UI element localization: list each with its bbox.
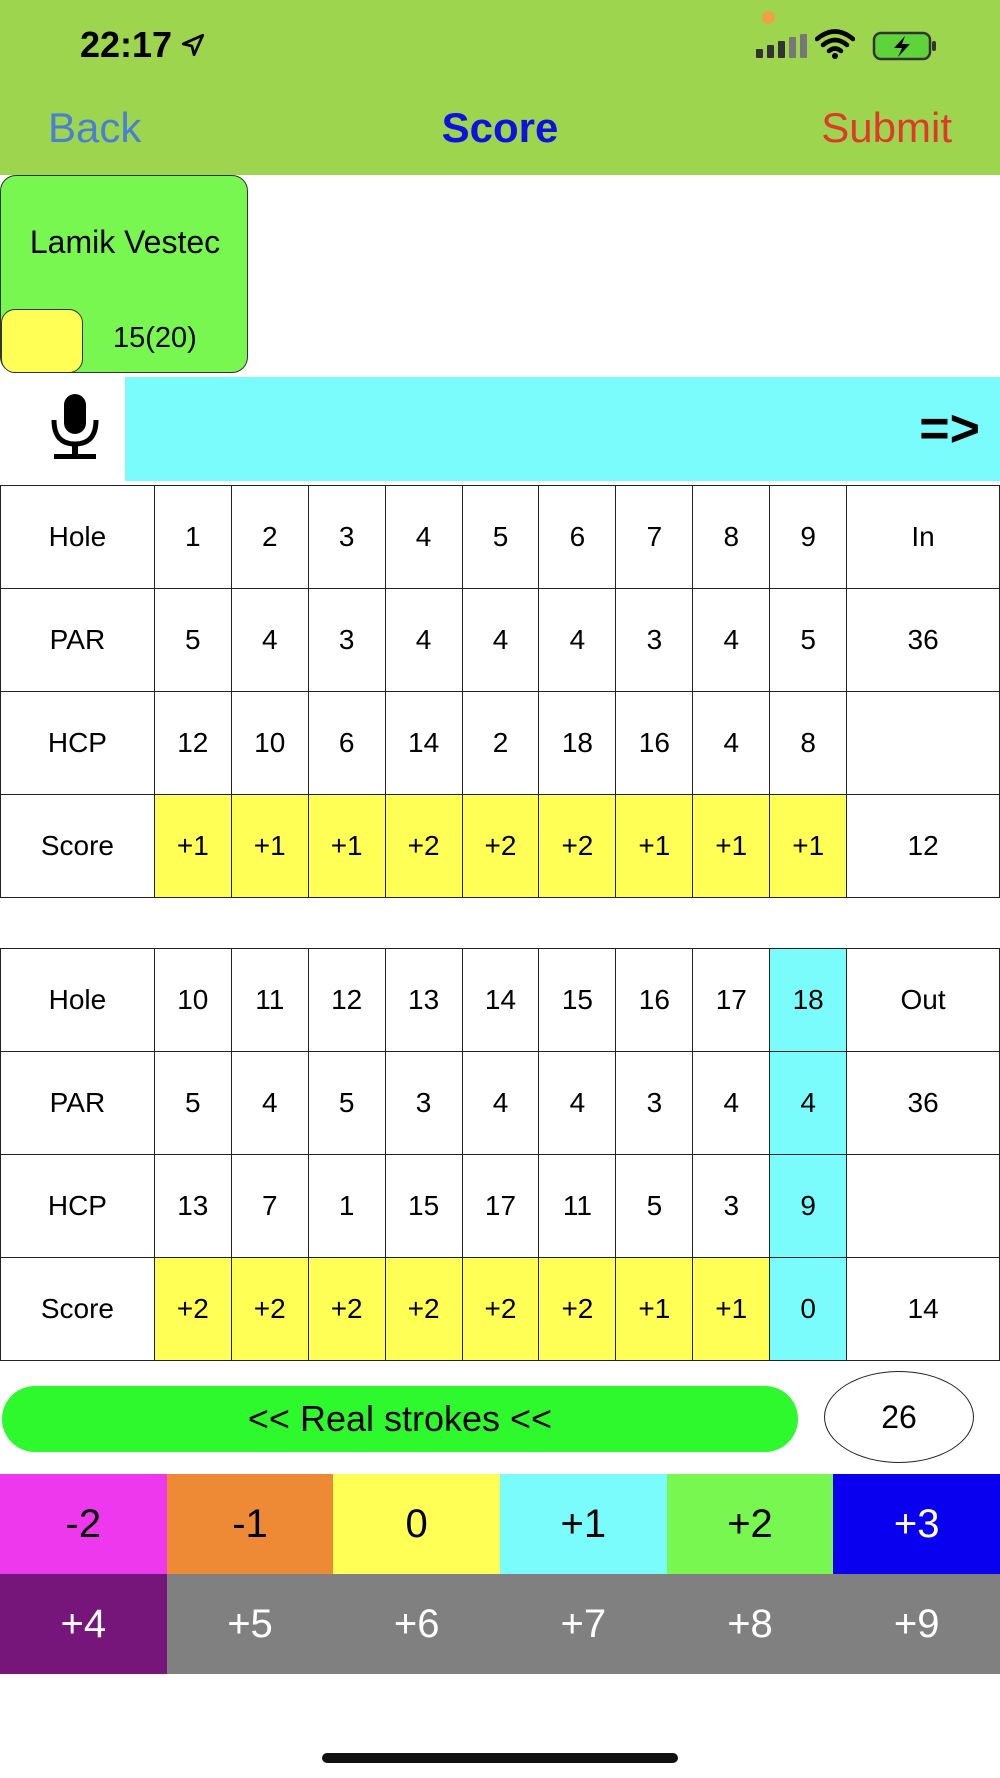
score-total-cell: 12 [847, 795, 1000, 898]
score-cell[interactable]: +1 [616, 795, 693, 898]
hcp-total-cell [847, 1155, 1000, 1258]
score-cell[interactable]: +2 [308, 1258, 385, 1361]
hole-cell[interactable]: 13 [385, 949, 462, 1052]
total-strokes-badge [824, 1371, 974, 1463]
player-card[interactable] [0, 175, 248, 373]
hcp-cell: 5 [616, 1155, 693, 1258]
hcp-cell: 14 [385, 692, 462, 795]
scorecard-row-par [1, 1052, 1000, 1155]
hcp-cell: 12 [154, 692, 231, 795]
par-cell: 4 [693, 1052, 770, 1155]
hole-cell[interactable]: 9 [770, 486, 847, 589]
hcp-cell: 18 [539, 692, 616, 795]
row-label: Score [1, 1258, 155, 1361]
hole-cell[interactable]: 10 [154, 949, 231, 1052]
header [0, 0, 1000, 175]
hcp-cell: 2 [462, 692, 539, 795]
par-cell: 4 [385, 589, 462, 692]
score-key[interactable]: +2 [667, 1474, 834, 1574]
hole-cell[interactable]: 5 [462, 486, 539, 589]
row-label: Hole [1, 949, 155, 1052]
hole-cell[interactable]: 1 [154, 486, 231, 589]
score-key[interactable]: +8 [667, 1574, 834, 1674]
hcp-cell: 7 [231, 1155, 308, 1258]
hcp-cell: 17 [462, 1155, 539, 1258]
par-cell: 4 [462, 589, 539, 692]
score-cell[interactable]: +2 [462, 795, 539, 898]
par-cell: 3 [616, 1052, 693, 1155]
score-key[interactable]: +4 [0, 1574, 167, 1674]
par-cell: 5 [770, 589, 847, 692]
par-cell: 5 [154, 1052, 231, 1155]
hole-cell[interactable]: 4 [385, 486, 462, 589]
par-cell: 4 [539, 1052, 616, 1155]
player-color-swatch[interactable] [1, 309, 83, 373]
hcp-cell: 4 [693, 692, 770, 795]
next-arrow-button[interactable]: => [919, 400, 980, 458]
scorecard-row-hole [1, 486, 1000, 589]
scorecard-row-score [1, 795, 1000, 898]
hcp-cell: 13 [154, 1155, 231, 1258]
par-cell: 4 [231, 1052, 308, 1155]
score-cell[interactable]: +1 [616, 1258, 693, 1361]
hole-cell[interactable]: 14 [462, 949, 539, 1052]
hole-cell[interactable]: 16 [616, 949, 693, 1052]
par-total-cell: 36 [847, 589, 1000, 692]
par-total-cell: 36 [847, 1052, 1000, 1155]
score-cell[interactable]: +1 [308, 795, 385, 898]
hcp-cell: 8 [770, 692, 847, 795]
hcp-total-cell [847, 692, 1000, 795]
page-title: Score [441, 104, 559, 151]
player-handicap: 15(20) [113, 322, 197, 354]
row-label: PAR [1, 589, 155, 692]
hole-cell[interactable]: 15 [539, 949, 616, 1052]
score-cell[interactable]: +1 [693, 795, 770, 898]
hole-cell[interactable]: 3 [308, 486, 385, 589]
row-label: Score [1, 795, 155, 898]
scorecard-row-score [1, 1258, 1000, 1361]
cellular-signal-icon [756, 30, 807, 58]
total-strokes-value: 26 [881, 1398, 917, 1435]
location-arrow-icon [180, 32, 206, 58]
hole-cell[interactable]: 8 [693, 486, 770, 589]
player-name: Lamik Vestec [29, 224, 221, 260]
hole-cell[interactable]: 17 [693, 949, 770, 1052]
par-cell: 3 [385, 1052, 462, 1155]
row-label: Hole [1, 486, 155, 589]
score-key[interactable]: +3 [833, 1474, 1000, 1574]
score-cell[interactable]: +1 [154, 795, 231, 898]
score-cell[interactable]: +2 [539, 1258, 616, 1361]
scorecard-row-hcp [1, 692, 1000, 795]
par-cell: 4 [693, 589, 770, 692]
score-cell[interactable]: +1 [231, 795, 308, 898]
hole-cell[interactable]: 7 [616, 486, 693, 589]
hcp-cell: 1 [308, 1155, 385, 1258]
score-cell[interactable]: +2 [231, 1258, 308, 1361]
row-label: PAR [1, 1052, 155, 1155]
row-label: HCP [1, 692, 155, 795]
wifi-icon [815, 28, 855, 60]
score-cell[interactable]: +1 [770, 795, 847, 898]
hcp-cell: 9 [770, 1155, 847, 1258]
scorecard-row-par [1, 589, 1000, 692]
real-strokes-button[interactable] [2, 1386, 798, 1452]
score-key[interactable]: +7 [500, 1574, 667, 1674]
par-cell: 4 [539, 589, 616, 692]
score-cell[interactable]: +1 [693, 1258, 770, 1361]
score-cell[interactable]: +2 [539, 795, 616, 898]
score-key[interactable]: +6 [333, 1574, 500, 1674]
hole-cell[interactable]: 6 [539, 486, 616, 589]
voice-input-field[interactable] [125, 377, 1000, 481]
score-key[interactable]: 0 [333, 1474, 500, 1574]
score-key[interactable]: +5 [167, 1574, 334, 1674]
submit-button[interactable]: Submit [821, 104, 952, 151]
hole-cell[interactable]: 2 [231, 486, 308, 589]
back-nine-scorecard [0, 948, 1000, 1361]
hcp-cell: 10 [231, 692, 308, 795]
row-label: HCP [1, 1155, 155, 1258]
par-cell: 4 [231, 589, 308, 692]
hole-cell[interactable]: 18 [770, 949, 847, 1052]
hole-cell[interactable]: 12 [308, 949, 385, 1052]
score-cell[interactable]: +2 [385, 795, 462, 898]
scorecard-row-hcp [1, 1155, 1000, 1258]
score-total-cell: 14 [847, 1258, 1000, 1361]
scorecard-row-hole [1, 949, 1000, 1052]
battery-charging-icon [872, 30, 938, 62]
hcp-cell: 16 [616, 692, 693, 795]
privacy-indicator-dot [762, 11, 775, 24]
score-keypad [0, 1474, 1000, 1674]
back-button[interactable]: Back [48, 104, 142, 151]
score-key[interactable]: -2 [0, 1474, 167, 1574]
hcp-cell: 6 [308, 692, 385, 795]
score-cell[interactable]: +2 [385, 1258, 462, 1361]
par-cell: 4 [770, 1052, 847, 1155]
hole-cell[interactable]: 11 [231, 949, 308, 1052]
par-cell: 3 [616, 589, 693, 692]
hole-total-cell: Out [847, 949, 1000, 1052]
par-cell: 5 [308, 1052, 385, 1155]
score-key[interactable]: +1 [500, 1474, 667, 1574]
score-key[interactable]: -1 [167, 1474, 334, 1574]
hcp-cell: 11 [539, 1155, 616, 1258]
par-cell: 3 [308, 589, 385, 692]
home-indicator[interactable] [322, 1753, 678, 1763]
status-time-text: 22:17 [80, 24, 173, 65]
front-nine-scorecard [0, 485, 1000, 898]
score-cell[interactable]: +2 [154, 1258, 231, 1361]
hole-total-cell: In [847, 486, 1000, 589]
score-cell[interactable]: 0 [770, 1258, 847, 1361]
par-cell: 4 [462, 1052, 539, 1155]
hcp-cell: 3 [693, 1155, 770, 1258]
hcp-cell: 15 [385, 1155, 462, 1258]
score-cell[interactable]: +2 [462, 1258, 539, 1361]
status-time [80, 24, 206, 66]
real-strokes-label: << Real strokes << [247, 1398, 553, 1439]
score-key[interactable]: +9 [833, 1574, 1000, 1674]
par-cell: 5 [154, 589, 231, 692]
microphone-icon[interactable] [40, 390, 110, 462]
